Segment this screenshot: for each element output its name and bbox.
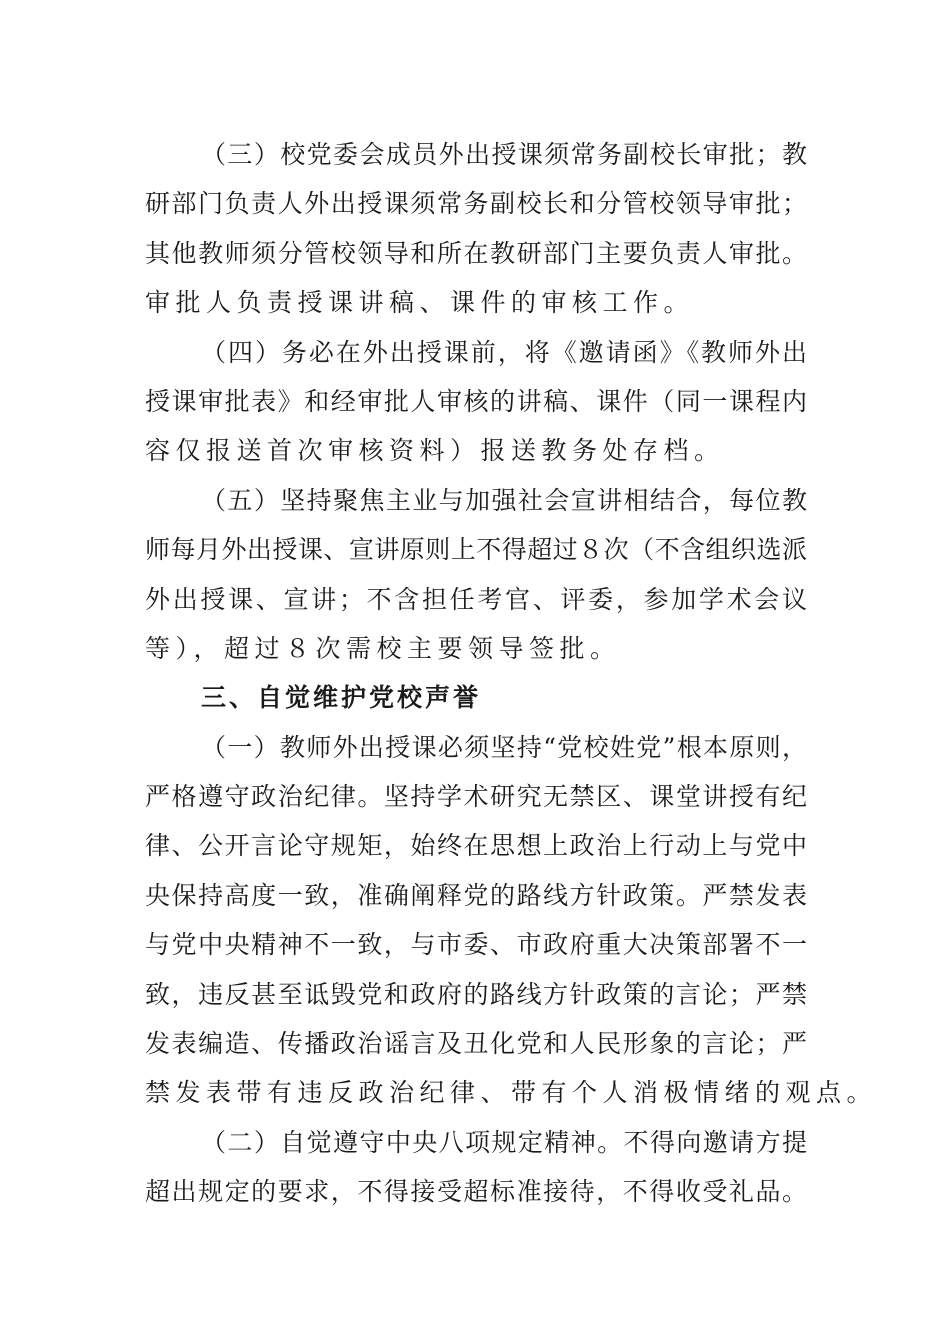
text-line: 研部门负责人外出授课须常务副校长和分管校领导审批；: [145, 189, 807, 219]
text-line: 禁发表带有违反政治纪律、带有个人消极情绪的观点。: [145, 1078, 878, 1108]
text-line: 致，违反甚至诋毁党和政府的路线方针政策的言论；严禁: [145, 979, 807, 1009]
text-line: （一）教师外出授课必须坚持“党校姓党”根本原则，: [201, 732, 807, 762]
document-page: [145, 130, 878, 1217]
paragraph-item-5: [145, 476, 807, 674]
text-line: 其他教师须分管校领导和所在教研部门主要负责人审批。: [145, 238, 807, 268]
text-line: 央保持高度一致，准确阐释党的路线方针政策。严禁发表: [145, 880, 807, 910]
text-line: 等），超过８次需校主要领导签批。: [145, 633, 621, 663]
text-line: 超出规定的要求，不得接受超标准接待，不得收受礼品。: [145, 1177, 807, 1207]
text-line: 严格遵守政治纪律。坚持学术研究无禁区、课堂讲授有纪: [145, 782, 807, 812]
text-line: （二）自觉遵守中央八项规定精神。不得向邀请方提: [201, 1127, 807, 1157]
text-line: 外出授课、宣讲；不含担任考官、评委，参加学术会议: [145, 584, 807, 614]
text-line: 审批人负责授课讲稿、课件的审核工作。: [145, 288, 695, 318]
text-line: （四）务必在外出授课前，将《邀请函》《教师外出: [201, 337, 807, 367]
paragraph-item-1: [145, 723, 878, 1118]
text-line: 授课审批表》和经审批人审核的讲稿、课件（同一课程内: [145, 386, 807, 416]
text-line: 律、公开言论守规矩，始终在思想上政治上行动上与党中: [145, 831, 807, 861]
paragraph-item-2: [145, 1118, 807, 1217]
text-line: 发表编造、传播政治谣言及丑化党和人民形象的言论；严: [145, 1029, 807, 1059]
section-heading: 三、自觉维护党校声誉: [201, 683, 482, 713]
text-line: 与党中央精神不一致，与市委、市政府重大决策部署不一: [145, 930, 807, 960]
text-line: （五）坚持聚焦主业与加强社会宣讲相结合，每位教: [201, 485, 807, 515]
text-line: 容仅报送首次审核资料）报送教务处存档。: [145, 436, 725, 466]
text-line: 师每月外出授课、宣讲原则上不得超过８次（不含组织选派: [145, 535, 807, 565]
text-line: （三）校党委会成员外出授课须常务副校长审批；教: [201, 140, 807, 169]
paragraph-item-4: [145, 328, 807, 476]
paragraph-item-3: [145, 130, 807, 328]
